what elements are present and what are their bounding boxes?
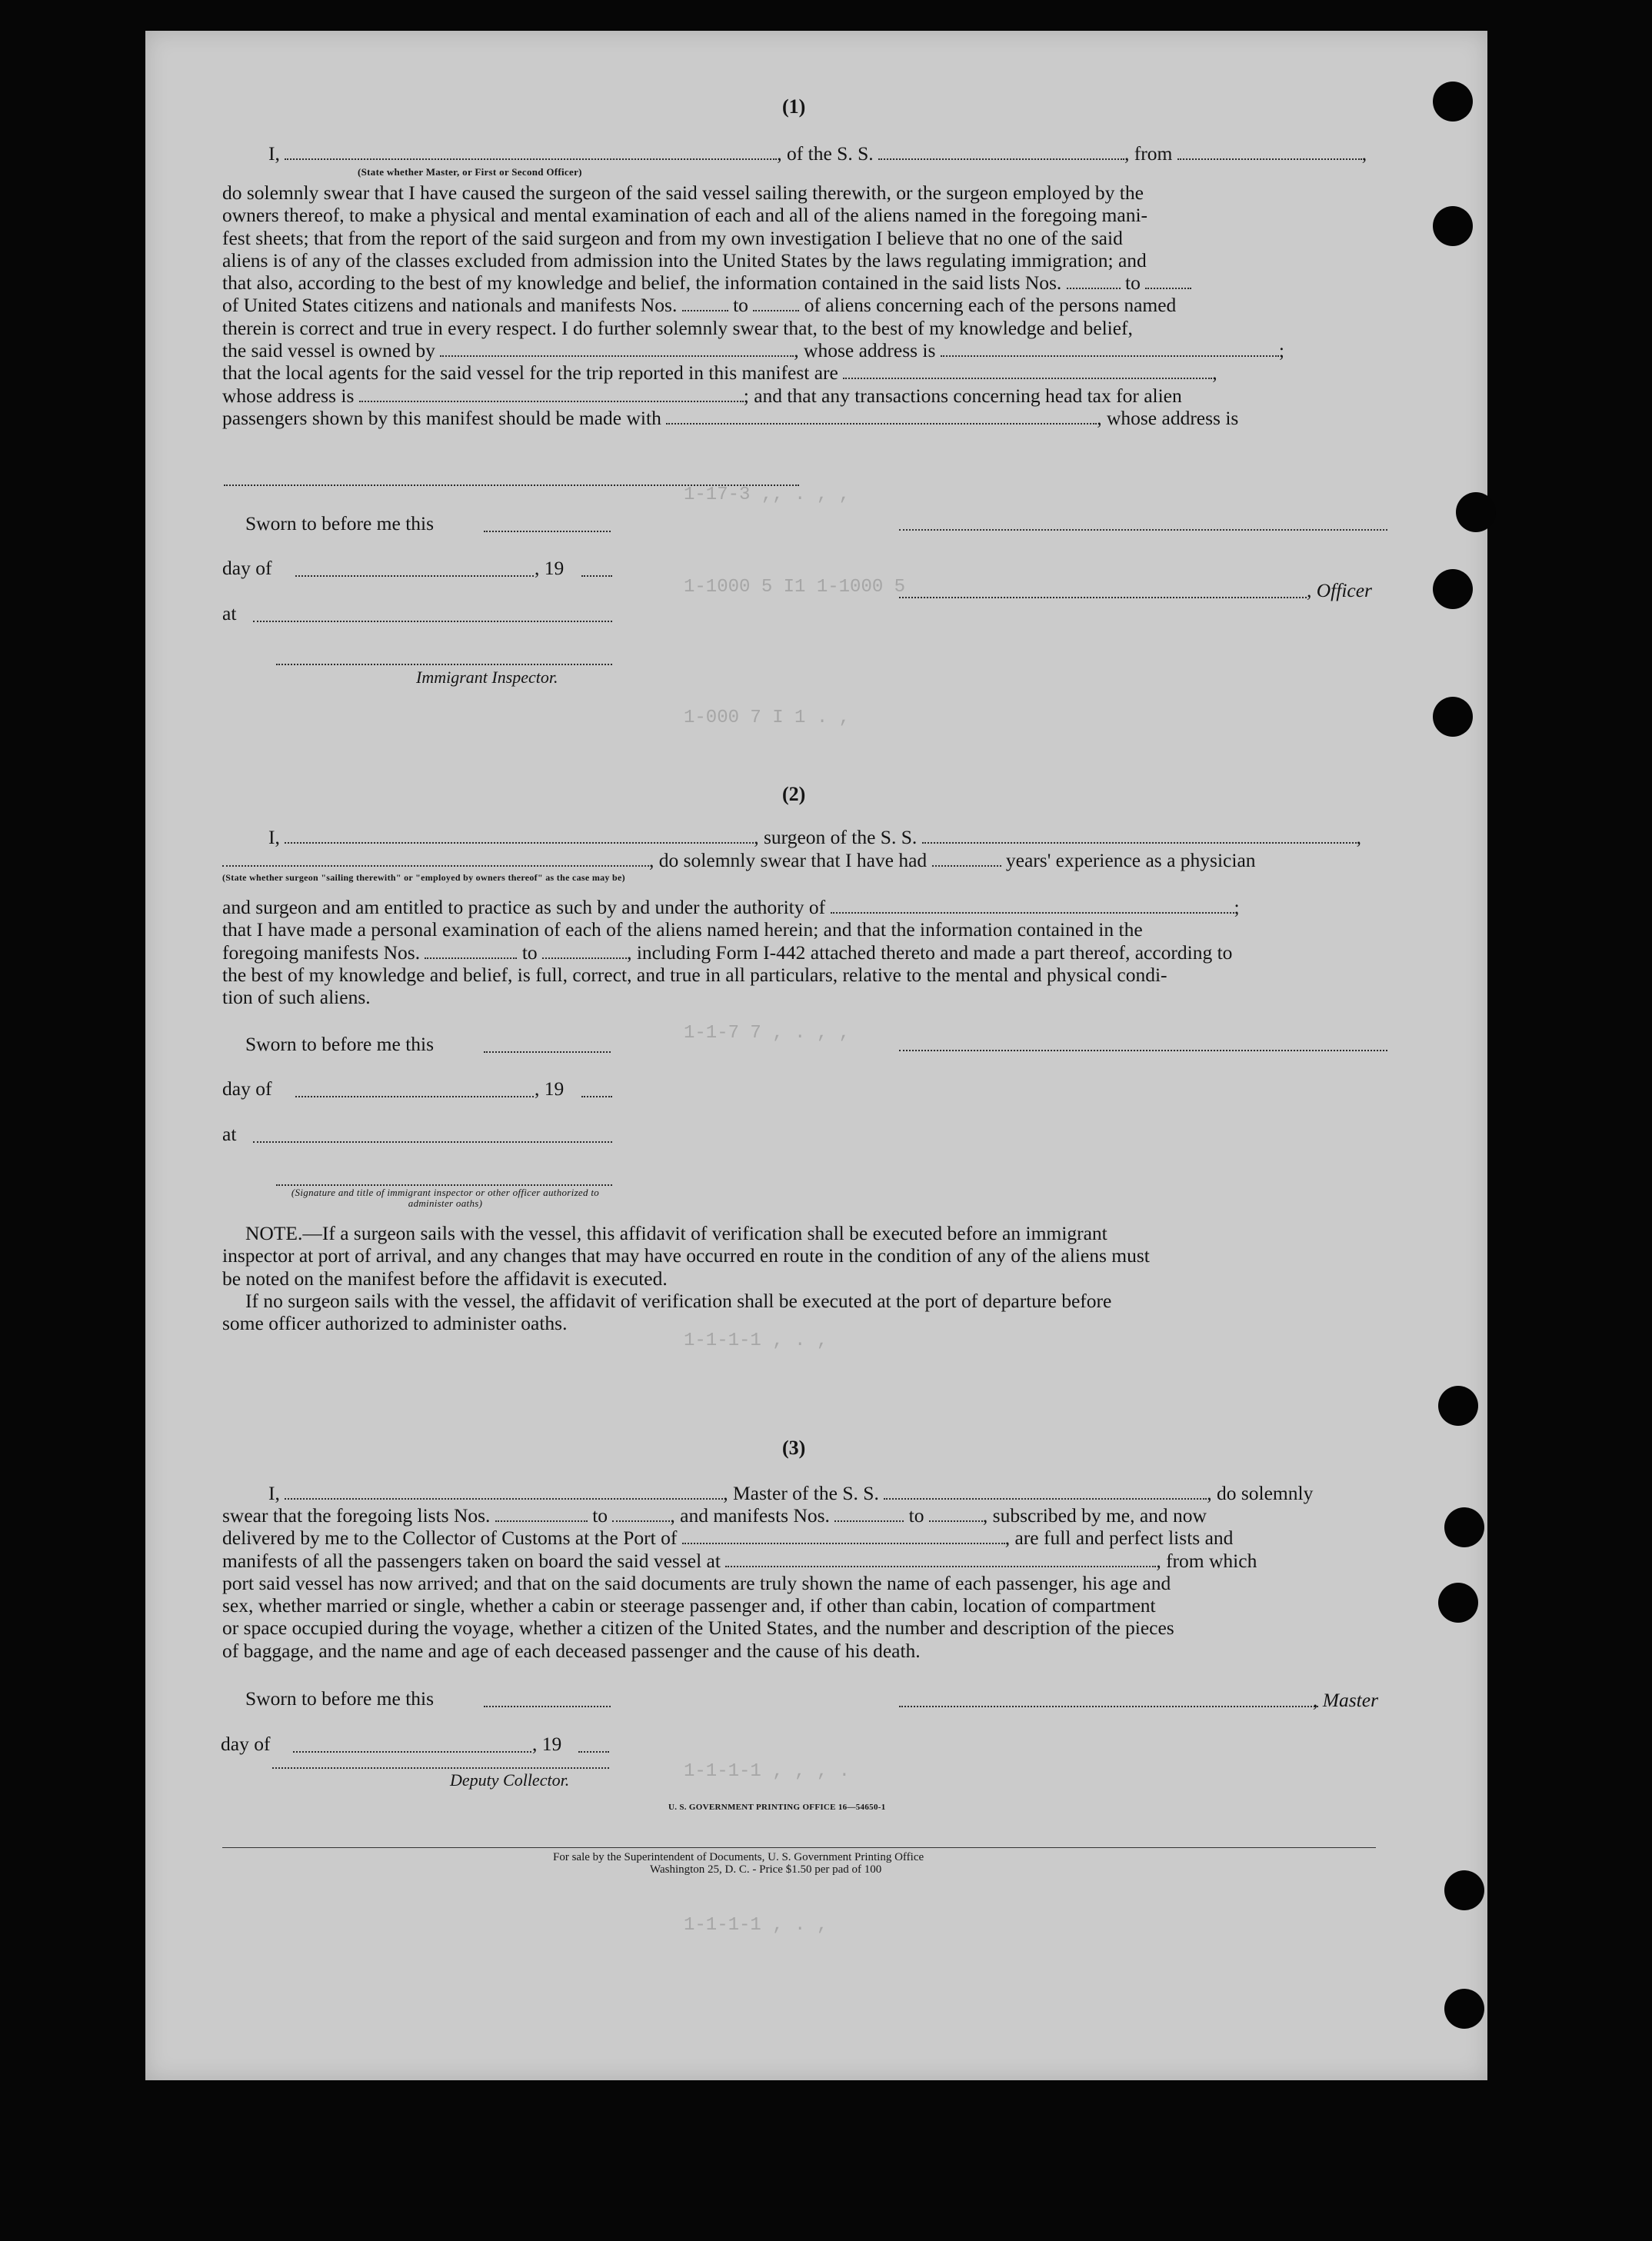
body-line: manifests of all the passengers taken on board the said vessel at , from which	[222, 1549, 1257, 1572]
punch-hole	[1433, 82, 1473, 122]
sworn-label: Sworn to before me this	[245, 1033, 435, 1055]
punch-hole	[1438, 1583, 1478, 1623]
month-field[interactable]	[295, 575, 534, 577]
vessel-name-field[interactable]	[878, 143, 1124, 160]
owner-address-field[interactable]	[941, 340, 1279, 357]
officer-title-field[interactable]	[285, 143, 777, 160]
lists-from-field[interactable]	[1067, 272, 1121, 289]
section1-line1: I, , of the S. S. , from ,	[268, 142, 1367, 165]
address-continuation-line[interactable]	[224, 484, 799, 486]
at-label: at	[222, 1123, 237, 1145]
body-line: whose address is ; and that any transactions concerning head tax for alien	[222, 384, 1182, 407]
bleed-through-mark: 1-000 7 I 1 . ,	[684, 708, 851, 728]
surgeon-name-field[interactable]	[285, 827, 754, 844]
place-field[interactable]	[253, 621, 612, 622]
body-line: aliens is of any of the classes excluded from admission into the United States by the laws regulating immigration; and	[222, 248, 1147, 271]
year-field[interactable]	[581, 575, 612, 577]
body-line: of baggage, and the name and age of each deceased passenger and the cause of his death.	[222, 1639, 921, 1662]
sale-notice: For sale by the Superintendent of Documents, U. S. Government Printing Office	[553, 1851, 924, 1863]
section2-line1: I, , surgeon of the S. S. ,	[268, 826, 1362, 848]
year-label: , 19	[535, 1077, 565, 1100]
from-port-field[interactable]	[1177, 143, 1362, 160]
body-line: that the local agents for the said vessel for the trip reported in this manifest are ,	[222, 361, 1217, 385]
bleed-through-mark: 1-1000 5 I1 1-1000 5	[684, 577, 906, 598]
bleed-through-mark: 1-1-7 7 , . , ,	[684, 1023, 851, 1044]
body-line: or space occupied during the voyage, whether a citizen of the United States, and the number and description of the pieces	[222, 1617, 1174, 1640]
officer-label: , Officer	[1307, 579, 1372, 601]
manifests-from-field[interactable]	[834, 1505, 904, 1522]
day-of-label: day of	[222, 557, 272, 579]
manifests-to-field[interactable]	[753, 295, 799, 311]
body-line: tion of such aliens.	[222, 986, 371, 1009]
inspector-signature-line[interactable]	[276, 664, 612, 665]
month-field[interactable]	[293, 1751, 531, 1753]
manifests-to-field[interactable]	[929, 1505, 983, 1522]
note-line: If no surgeon sails with the vessel, the affidavit of verification shall be executed at the port of departure before	[245, 1289, 1112, 1312]
section2-body	[222, 896, 1522, 1008]
note-line: NOTE.—If a surgeon sails with the vessel, this affidavit of verification shall be executed before an immigrant	[245, 1222, 1107, 1244]
section-number: (1)	[782, 95, 806, 118]
punch-hole	[1433, 569, 1473, 609]
year-field[interactable]	[581, 1096, 612, 1097]
bleed-through-mark: 1-1-1-1 , . ,	[684, 1915, 828, 1936]
gpo-imprint: U. S. GOVERNMENT PRINTING OFFICE 16—54650-1	[668, 1803, 886, 1812]
field-hint: (State whether surgeon "sailing therewith" or "employed by owners thereof" as the case may be)	[222, 872, 625, 883]
authority-field[interactable]	[831, 897, 1234, 914]
note-paragraph	[222, 1222, 1522, 1334]
month-field[interactable]	[295, 1096, 534, 1097]
note-line: some officer authorized to administer oaths.	[222, 1312, 568, 1335]
year-field[interactable]	[578, 1751, 609, 1753]
punch-hole	[1433, 206, 1473, 246]
sworn-date-field[interactable]	[484, 1706, 611, 1707]
collector-label: Deputy Collector.	[450, 1770, 570, 1790]
field-hint: (Signature and title of immigrant inspector or other officer authorized to administer oaths)	[291, 1187, 600, 1209]
body-line: the said vessel is owned by , whose address is ;	[222, 339, 1284, 362]
owner-field[interactable]	[440, 340, 794, 357]
body-line: and surgeon and am entitled to practice as such by and under the authority of ;	[222, 896, 1240, 918]
head-tax-agent-field[interactable]	[666, 408, 1097, 425]
lists-from-field[interactable]	[495, 1505, 588, 1522]
body-line: fest sheets; that from the report of the said surgeon and from my own investigation I believe that no one of the said	[222, 226, 1123, 249]
note-line: be noted on the manifest before the affidavit is executed.	[222, 1267, 668, 1290]
punch-hole	[1444, 1989, 1484, 2029]
officer-signature-line[interactable]	[899, 529, 1387, 531]
body-line: owners thereof, to make a physical and mental examination of each and all of the aliens named in the foregoing mani-	[222, 204, 1148, 227]
year-label: , 19	[532, 1733, 562, 1755]
inspector-label: Immigrant Inspector.	[416, 668, 558, 687]
body-line: that I have made a personal examination of each of the aliens named herein; and that the information contained in the	[222, 918, 1143, 941]
manifests-to-field[interactable]	[542, 942, 627, 959]
at-label: at	[222, 602, 237, 624]
surgeon-signature-line[interactable]	[899, 1050, 1387, 1051]
punch-hole	[1438, 1386, 1478, 1426]
body-line: the best of my knowledge and belief, is full, correct, and true in all particulars, relative to the mental and physical condi-	[222, 963, 1167, 986]
footer-rule	[222, 1847, 1376, 1848]
field-hint: (State whether Master, or First or Second Officer)	[358, 166, 582, 178]
section-number: (2)	[782, 783, 806, 805]
body-line: swear that the foregoing lists Nos. to , and manifests Nos. to , subscribed by me, and now	[222, 1504, 1207, 1527]
body-line: foregoing manifests Nos. to , including Form I-442 attached thereto and made a part thereof, according to	[222, 941, 1233, 964]
section-number: (3)	[782, 1437, 806, 1459]
sworn-date-field[interactable]	[484, 1051, 611, 1053]
section3-body	[222, 1504, 1522, 1662]
surgeon-vessel-field[interactable]	[922, 827, 1357, 844]
bleed-through-mark: 1-1-1-1 , , , .	[684, 1761, 851, 1782]
form-sheet	[145, 31, 1487, 2080]
master-signature-line[interactable]	[899, 1706, 1318, 1707]
punch-hole	[1456, 492, 1496, 532]
bleed-through-mark: 1-1-1-1 , . ,	[684, 1330, 828, 1351]
body-line: therein is correct and true in every respect. I do further solemnly swear that, to the best of my knowledge and belief,	[222, 316, 1133, 339]
section3-line1: I, , Master of the S. S. , do solemnly	[268, 1482, 1314, 1504]
sale-notice: Washington 25, D. C. - Price $1.50 per pad of 100	[650, 1863, 882, 1876]
lists-to-field[interactable]	[612, 1505, 670, 1522]
bleed-through-mark: 1-17-3 ,, . , ,	[684, 484, 851, 505]
embarkation-port-field[interactable]	[725, 1550, 1156, 1567]
port-field[interactable]	[682, 1527, 1005, 1544]
punch-hole	[1444, 1870, 1484, 1910]
day-of-label: day of	[221, 1733, 271, 1755]
day-of-label: day of	[222, 1077, 272, 1100]
sworn-label: Sworn to before me this	[245, 1687, 435, 1710]
body-line: do solemnly swear that I have caused the surgeon of the said vessel sailing therewith, or the surgeon employed by the	[222, 181, 1144, 204]
body-line: passengers shown by this manifest should be made with , whose address is	[222, 406, 1239, 429]
years-experience-field[interactable]	[932, 850, 1001, 867]
body-line: of United States citizens and nationals and manifests Nos. to of aliens concerning each of the persons named	[222, 294, 1177, 317]
collector-signature-line[interactable]	[272, 1767, 609, 1769]
sworn-label: Sworn to before me this	[245, 512, 435, 534]
body-line: port said vessel has now arrived; and that on the said documents are truly shown the name of each passenger, his age and	[222, 1571, 1171, 1594]
surgeon-status-field[interactable]	[222, 850, 649, 867]
section2-line2: , do solemnly swear that I have had years' experience as a physician	[222, 849, 1522, 871]
note-line: inspector at port of arrival, and any changes that may have occurred en route in the condition of any of the aliens must	[222, 1244, 1150, 1267]
master-label: , Master	[1313, 1689, 1378, 1711]
master-name-field[interactable]	[285, 1483, 723, 1500]
local-agents-field[interactable]	[843, 362, 1212, 379]
body-line: that also, according to the best of my knowledge and belief, the information contained in the said lists Nos. to	[222, 271, 1522, 294]
place-field[interactable]	[253, 1141, 612, 1143]
officer-signature-line[interactable]	[276, 1184, 612, 1186]
body-line: sex, whether married or single, whether a cabin or steerage passenger and, if other than cabin, location of compartment	[222, 1594, 1156, 1617]
manifests-from-field[interactable]	[425, 942, 517, 959]
agents-address-field[interactable]	[359, 385, 744, 402]
punch-hole	[1444, 1507, 1484, 1547]
lists-to-field[interactable]	[1145, 272, 1191, 289]
master-vessel-field[interactable]	[884, 1483, 1207, 1500]
officer-name-line[interactable]	[899, 597, 1307, 598]
section1-body	[222, 181, 1522, 429]
sworn-date-field[interactable]	[484, 531, 611, 532]
punch-hole	[1433, 697, 1473, 737]
year-label: , 19	[535, 557, 565, 579]
body-line: delivered by me to the Collector of Customs at the Port of , are full and perfect lists and	[222, 1527, 1234, 1550]
manifests-from-field[interactable]	[682, 295, 728, 311]
